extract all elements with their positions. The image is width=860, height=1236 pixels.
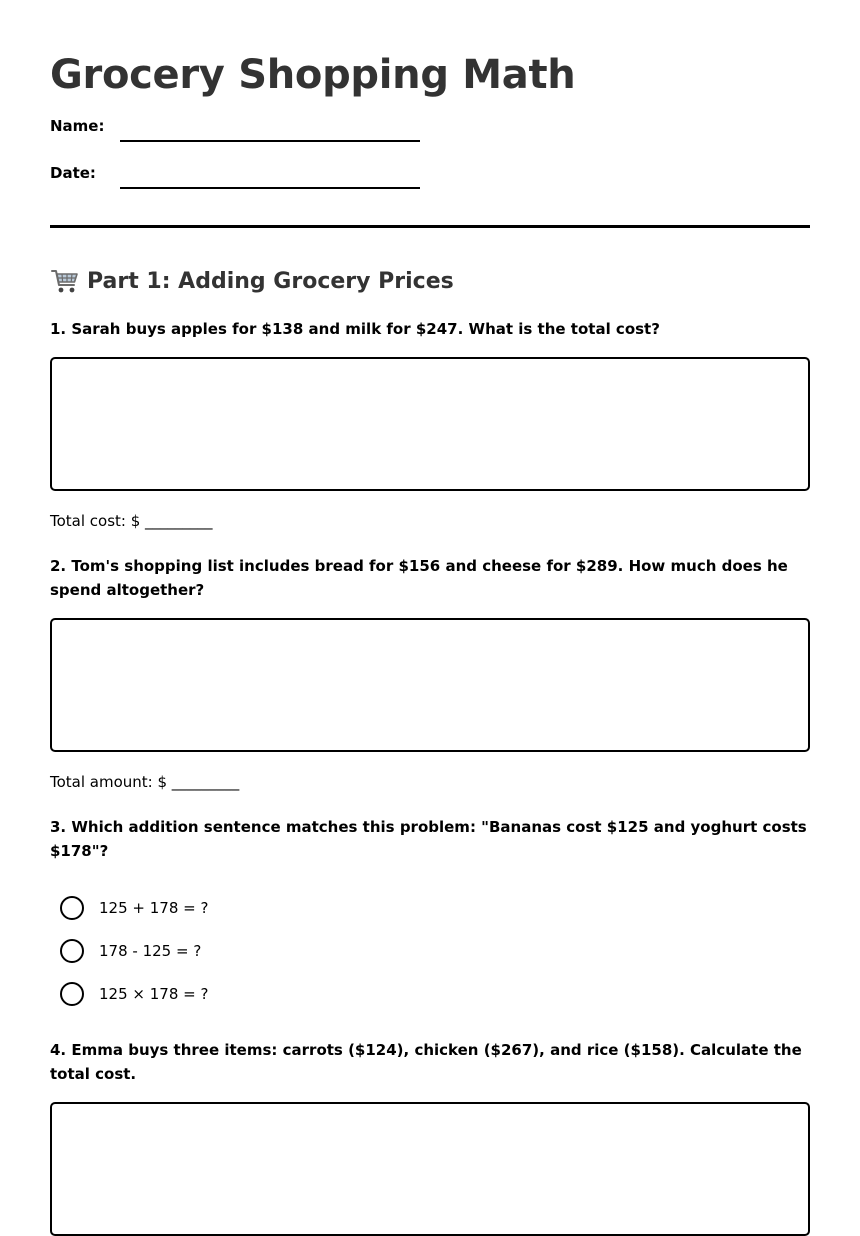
name-field-row [50, 118, 810, 142]
question-3-options [50, 895, 810, 1007]
question-1-answer-box[interactable] [50, 357, 810, 491]
part1-heading-text: Part 1: Adding Grocery Prices [87, 268, 454, 294]
question-1-total-line: Total cost: $ _________ [50, 512, 213, 530]
question-3-option-3[interactable] [60, 981, 810, 1007]
question-3-option-1[interactable] [60, 895, 810, 921]
part1-heading [50, 265, 810, 297]
name-input-line[interactable] [120, 140, 420, 142]
question-2: 2. Tom's shopping list includes bread for $156 and cheese for $289. How much does he spend altogether? [50, 557, 788, 599]
worksheet-title: Grocery Shopping Math [50, 52, 576, 98]
shopping-cart-icon [50, 266, 80, 296]
question-4: 4. Emma buys three items: carrots ($124), chicken ($267), and rice ($158). Calculate the total cost. [50, 1041, 802, 1083]
radio-button[interactable] [60, 939, 84, 963]
date-label: Date: [50, 164, 96, 182]
question-2-total-line: Total amount: $ _________ [50, 773, 240, 791]
header-divider [50, 225, 810, 228]
radio-button[interactable] [60, 982, 84, 1006]
question-4-answer-box[interactable] [50, 1102, 810, 1236]
question-1: 1. Sarah buys apples for $138 and milk for $247. What is the total cost? [50, 320, 660, 338]
question-3-option-2[interactable] [60, 938, 810, 964]
option-label: 125 × 178 = ? [99, 985, 209, 1003]
question-2-answer-box[interactable] [50, 618, 810, 752]
option-label: 178 - 125 = ? [99, 942, 202, 960]
name-label: Name: [50, 117, 105, 135]
question-3: 3. Which addition sentence matches this problem: "Bananas cost $125 and yoghurt costs $178"? [50, 818, 807, 860]
date-input-line[interactable] [120, 187, 420, 189]
date-field-row [50, 165, 810, 189]
radio-button[interactable] [60, 896, 84, 920]
option-label: 125 + 178 = ? [99, 899, 209, 917]
